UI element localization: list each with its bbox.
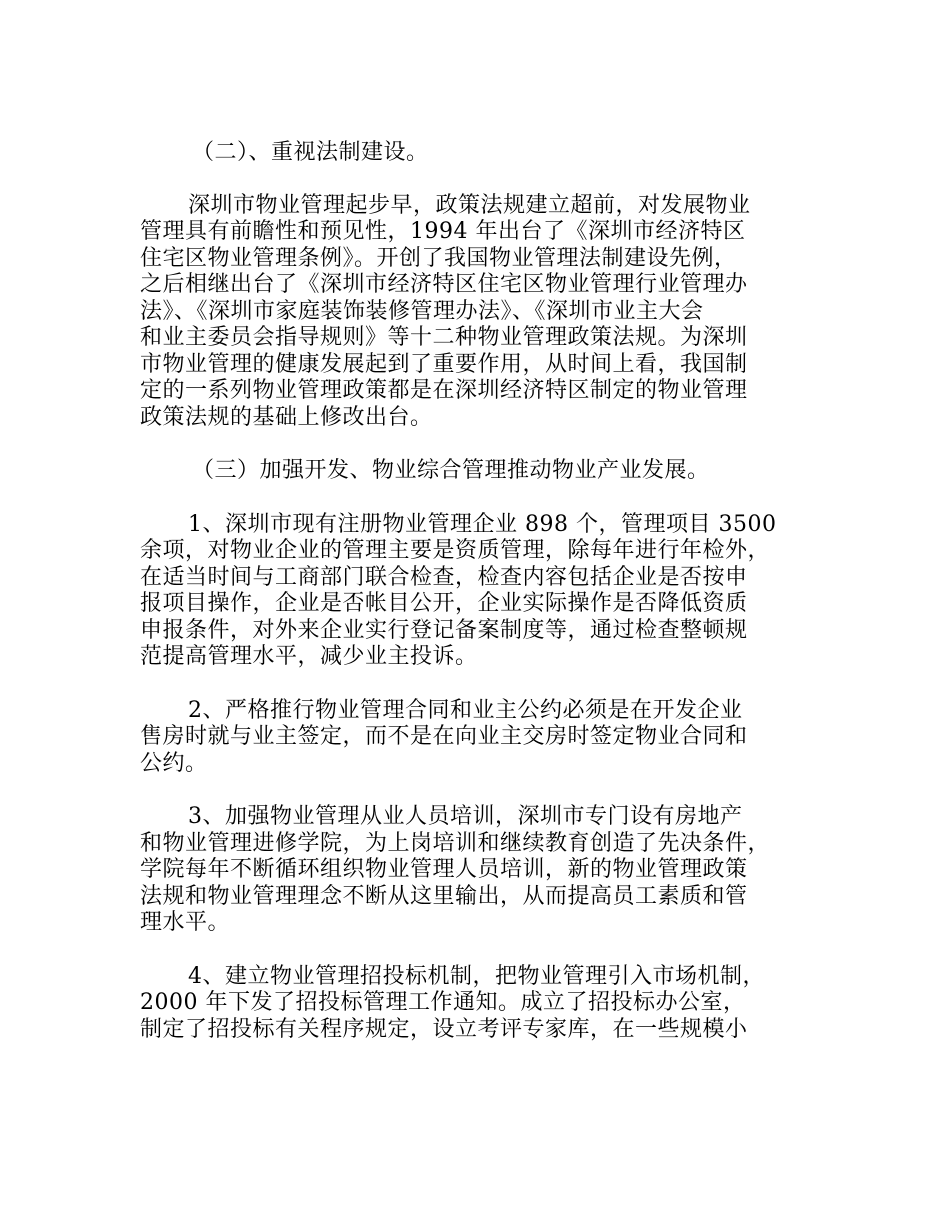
paragraph-spacer — [140, 431, 820, 458]
paragraph-line: 售房时就与业主签定，而不是在向业主交房时签定物业合同和 — [140, 724, 748, 749]
paragraph-line: 余项，对物业企业的管理主要是资质管理，除每年进行年检外， — [140, 538, 771, 563]
list-item-1-qualification-management — [140, 512, 820, 671]
paragraph-line: 和业主委员会指导规则》等十二种物业管理政策法规。为深圳 — [140, 325, 748, 350]
paragraph-line: 住宅区物业管理条例》。开创了我国物业管理法制建设先例， — [140, 245, 737, 271]
paragraph-line: 公约。 — [140, 750, 208, 776]
paragraph-line: 之后相继出台了《深圳市经济特区住宅区物业管理行业管理办 — [140, 272, 748, 297]
paragraph-line: 在适当时间与工商部门联合检查，检查内容包括企业是否按申 — [140, 564, 748, 590]
list-item-4-bidding — [140, 964, 820, 1044]
paragraph-spacer — [140, 485, 820, 512]
paragraph-line: 管理具有前瞻性和预见性，1994 年出台了《深圳市经济特区 — [140, 219, 746, 244]
paragraph-line: 市物业管理的健康发展起到了重要作用，从时间上看，我国制 — [140, 351, 748, 377]
paragraph-spacer — [140, 777, 820, 804]
section-heading-2: （二）、重视法制建设。 — [192, 140, 429, 165]
list-item-2-contracts — [140, 698, 820, 778]
paragraph-line: 2、严格推行物业管理合同和业主公约必须是在开发企业 — [188, 697, 743, 723]
paragraph-line: 理水平。 — [140, 910, 231, 935]
paragraph-line: 法》、《深圳市家庭装饰装修管理办法》、《深圳市业主大会 — [140, 298, 704, 324]
paragraph-line: 和物业管理进修学院，为上岗培训和继续教育创造了先决条件， — [140, 830, 771, 856]
paragraph-line: 4、建立物业管理招投标机制，把物业管理引入市场机制， — [188, 963, 765, 989]
paragraph-line: 法规和物业管理理念不断从这里输出，从而提高员工素质和管 — [140, 883, 748, 909]
paragraph-line: 范提高管理水平，减少业主投诉。 — [140, 644, 478, 669]
paragraph-spacer — [140, 671, 820, 698]
paragraph-line: 制定了招投标有关程序规定，设立考评专家库，在一些规模小 — [140, 1016, 748, 1042]
paragraph-line: 学院每年不断循环组织物业管理人员培训，新的物业管理政策 — [140, 857, 748, 882]
paragraph-line: 定的一系列物业管理政策都是在深圳经济特区制定的物业管理 — [140, 378, 748, 403]
paragraph-line: 1、深圳市现有注册物业管理企业 898 个，管理项目 3500 — [188, 511, 777, 537]
paragraph-spacer — [140, 937, 820, 964]
paragraph-line: 深圳市物业管理起步早，政策法规建立超前，对发展物业 — [188, 192, 751, 218]
paragraph-line: 政策法规的基础上修改出台。 — [140, 404, 433, 430]
paragraph-line: 3、加强物业管理从业人员培训，深圳市专门设有房地产 — [188, 804, 743, 829]
list-item-3-training — [140, 804, 820, 937]
section-heading-3: （三）加强开发、物业综合管理推动物业产业发展。 — [192, 458, 710, 483]
paragraph-legal-construction — [140, 193, 820, 432]
paragraph-line: 报项目操作，企业是否帐目公开，企业实际操作是否降低资质 — [140, 591, 748, 616]
paragraph-spacer — [140, 167, 820, 193]
paragraph-line: 申报条件，对外来企业实行登记备案制度等，通过检查整顿规 — [140, 617, 748, 643]
document-body — [140, 140, 820, 1043]
paragraph-line: 2000 年下发了招投标管理工作通知。成立了招投标办公室， — [140, 990, 746, 1015]
